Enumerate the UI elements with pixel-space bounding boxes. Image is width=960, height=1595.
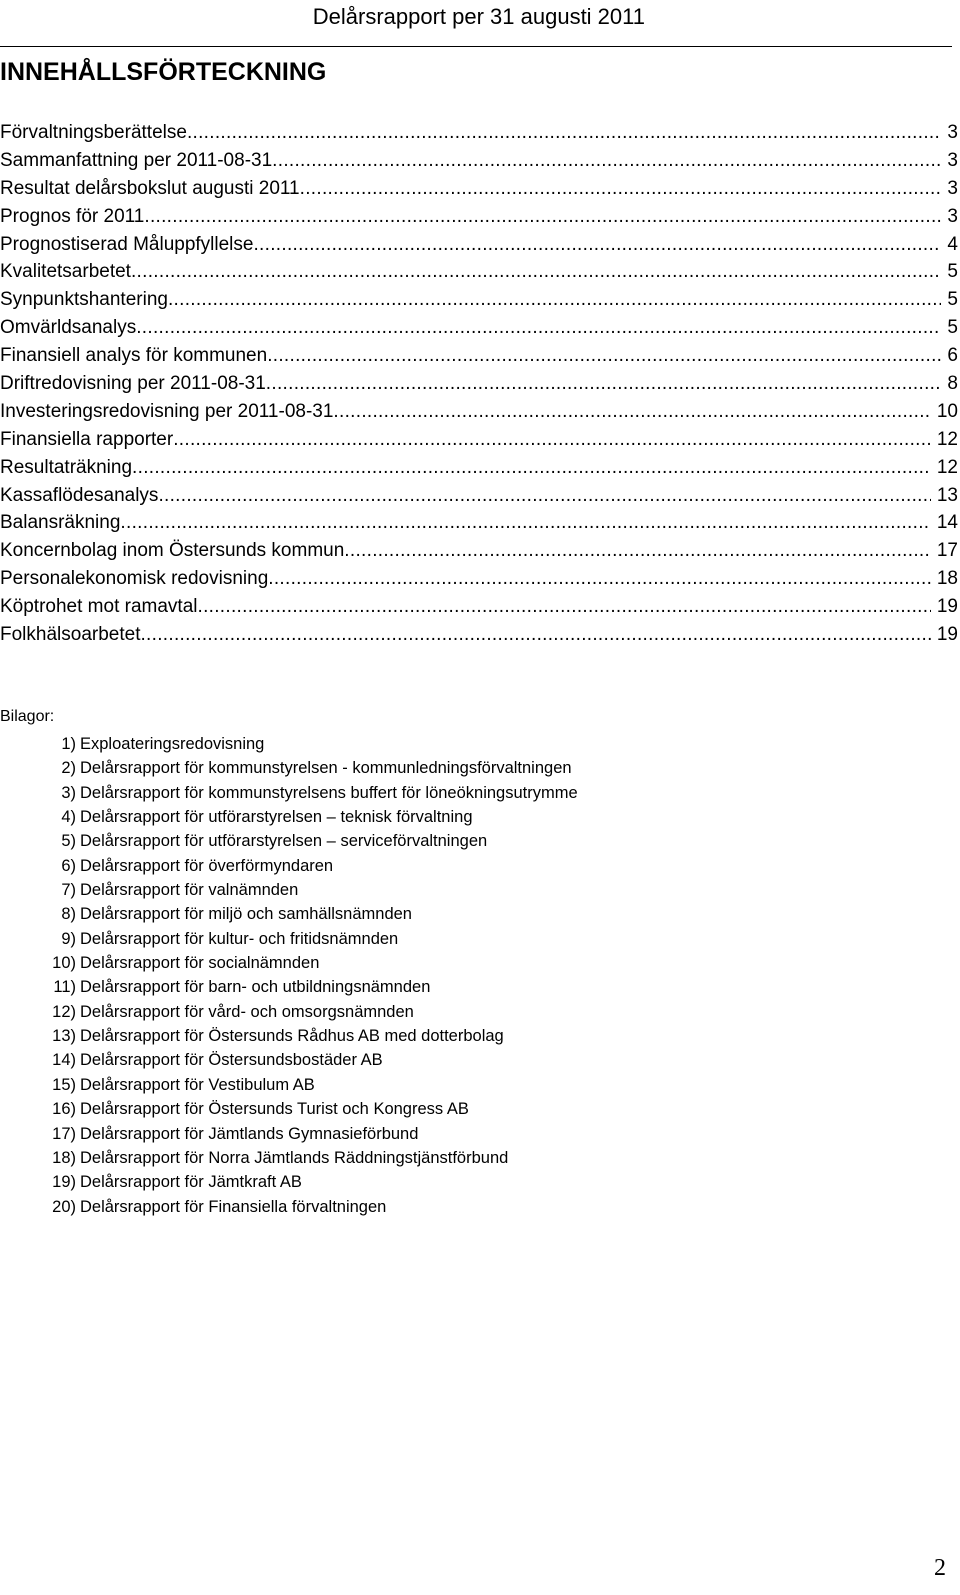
attachment-number: 3) — [61, 783, 76, 802]
toc-entry-label: Finansiella rapporter — [0, 428, 174, 450]
toc-entry-label: Omvärldsanalys — [0, 317, 137, 339]
page-header-title: Delårsrapport per 31 augusti 2011 — [312, 4, 645, 29]
toc-dot-leader — [266, 370, 942, 398]
attachment-number: 10) — [52, 954, 76, 973]
toc-entry-page: 19 — [936, 596, 958, 618]
attachment-item — [0, 927, 578, 951]
attachment-number: 12) — [52, 1002, 76, 1021]
toc-entry-label: Folkhälsoarbetet — [0, 624, 141, 646]
toc-list — [0, 119, 958, 649]
attachment-item — [0, 756, 578, 780]
toc-entry-label: Synpunktshantering — [0, 289, 168, 311]
attachment-number: 7) — [61, 881, 76, 900]
attachment-item — [0, 732, 578, 756]
toc-entry-page: 3 — [947, 122, 958, 143]
attachment-text: Delårsrapport för utförarstyrelsen – serviceförvaltningen — [80, 832, 488, 851]
attachment-text: Delårsrapport för miljö och samhällsnämnden — [80, 905, 412, 924]
attachment-text: Delårsrapport för socialnämnden — [80, 954, 320, 973]
attachment-number: 8) — [61, 905, 76, 924]
attachment-item — [0, 1073, 578, 1097]
toc-entry-label: Resultat delårsbokslut augusti 2011 — [0, 177, 300, 199]
attachment-number: 14) — [52, 1051, 76, 1070]
toc-entry-page: 3 — [947, 177, 958, 199]
attachment-number: 15) — [52, 1075, 76, 1094]
toc-entry-page: 8 — [947, 373, 958, 395]
attachment-text: Delårsrapport för kultur- och fritidsnämnden — [80, 929, 399, 948]
attachment-text: Delårsrapport för barn- och utbildningsnämnden — [80, 978, 431, 997]
toc-dot-leader — [344, 537, 931, 565]
toc-entry-label: Prognos för 2011 — [0, 205, 145, 227]
attachment-number: 4) — [61, 808, 76, 827]
attachment-item — [0, 829, 578, 853]
attachment-number: 16) — [52, 1100, 76, 1119]
attachment-text: Exploateringsredovisning — [80, 735, 265, 753]
attachment-item — [0, 1170, 578, 1194]
attachment-text: Delårsrapport för Östersundsbostäder AB — [80, 1051, 383, 1070]
toc-dot-leader — [300, 175, 942, 203]
toc-entry[interactable] — [0, 286, 958, 314]
toc-dot-leader — [333, 398, 930, 426]
attachment-item — [0, 1024, 578, 1048]
attachment-text: Delårsrapport för valnämnden — [80, 881, 299, 900]
toc-dot-leader — [120, 509, 930, 537]
toc-entry-page: 14 — [936, 512, 958, 534]
attachment-item — [0, 854, 578, 878]
toc-entry[interactable] — [0, 565, 958, 593]
attachments-heading: Bilagor: — [0, 708, 55, 725]
toc-dot-leader — [272, 147, 941, 175]
attachment-item — [0, 1122, 578, 1146]
attachment-number: 6) — [61, 856, 76, 875]
toc-dot-leader — [268, 565, 931, 593]
toc-entry-page: 6 — [947, 345, 958, 367]
toc-entry-label: Sammanfattning per 2011-08-31 — [0, 149, 273, 171]
toc-entry[interactable] — [0, 426, 958, 454]
attachment-item — [0, 975, 578, 999]
toc-entry-label: Förvaltningsberättelse — [0, 122, 187, 143]
toc-entry-label: Investeringsredovisning per 2011-08-31 — [0, 400, 334, 422]
toc-dot-leader — [131, 258, 941, 286]
attachment-number: 20) — [52, 1197, 76, 1216]
toc-entry[interactable] — [0, 119, 958, 147]
attachment-item — [0, 805, 578, 829]
attachment-item — [0, 1097, 578, 1121]
toc-entry-label: Personalekonomisk redovisning — [0, 568, 269, 590]
attachment-text: Delårsrapport för utförarstyrelsen – teknisk förvaltning — [80, 808, 473, 827]
attachment-number: 17) — [52, 1124, 76, 1143]
toc-dot-leader — [187, 119, 941, 147]
toc-entry[interactable] — [0, 482, 958, 510]
attachment-text: Delårsrapport för vård- och omsorgsnämnden — [80, 1002, 414, 1021]
toc-entry[interactable] — [0, 537, 958, 565]
toc-dot-leader — [158, 482, 930, 510]
toc-entry-page: 19 — [936, 624, 958, 646]
toc-entry-page: 5 — [947, 289, 958, 311]
toc-dot-leader — [253, 231, 941, 259]
attachment-text: Delårsrapport för Vestibulum AB — [80, 1075, 315, 1094]
attachment-text: Delårsrapport för Jämtkraft AB — [80, 1173, 302, 1192]
toc-entry[interactable] — [0, 398, 958, 426]
toc-entry-label: Kvalitetsarbetet — [0, 261, 131, 283]
toc-dot-leader — [140, 621, 930, 649]
toc-entry-label: Resultaträkning — [0, 456, 133, 478]
toc-entry[interactable] — [0, 509, 958, 537]
toc-entry[interactable] — [0, 621, 958, 649]
toc-entry-label: Balansräkning — [0, 512, 121, 534]
attachment-item — [0, 1146, 578, 1170]
toc-dot-leader — [168, 286, 941, 314]
toc-entry-label: Koncernbolag inom Östersunds kommun — [0, 540, 345, 562]
toc-entry-page: 5 — [947, 317, 958, 339]
attachment-text: Delårsrapport för Jämtlands Gymnasieförbund — [80, 1124, 419, 1143]
toc-entry[interactable] — [0, 175, 958, 203]
toc-entry[interactable] — [0, 342, 958, 370]
attachment-number: 5) — [61, 832, 76, 851]
toc-entry-page: 5 — [947, 261, 958, 283]
toc-entry[interactable] — [0, 231, 958, 259]
toc-entry-page: 4 — [947, 233, 958, 255]
attachment-text: Delårsrapport för Finansiella förvaltningen — [80, 1197, 387, 1216]
attachment-text: Delårsrapport för Östersunds Rådhus AB med dotterbolag — [80, 1027, 504, 1046]
toc-entry-page: 17 — [936, 540, 958, 562]
attachment-item — [0, 878, 578, 902]
toc-dot-leader — [173, 426, 931, 454]
toc-entry-label: Kassaflödesanalys — [0, 484, 159, 506]
toc-entry[interactable] — [0, 593, 958, 621]
attachment-text: Delårsrapport för Norra Jämtlands Räddningstjänstförbund — [80, 1148, 509, 1167]
attachment-item — [0, 1048, 578, 1072]
toc-entry[interactable] — [0, 147, 958, 175]
attachment-text: Delårsrapport för kommunstyrelsen - kommunledningsförvaltningen — [80, 759, 572, 778]
toc-entry[interactable] — [0, 314, 958, 342]
toc-entry-page: 3 — [947, 205, 958, 227]
attachment-text: Delårsrapport för överförmyndaren — [80, 856, 334, 875]
attachment-text: Delårsrapport för kommunstyrelsens buffert för löneökningsutrymme — [80, 783, 578, 802]
toc-entry-page: 3 — [947, 149, 958, 171]
attachment-item — [0, 1195, 578, 1219]
toc-entry-page: 12 — [936, 456, 958, 478]
attachment-number: 18) — [52, 1148, 76, 1167]
attachment-number: 11) — [53, 978, 76, 997]
attachment-number: 2) — [61, 759, 76, 778]
attachment-text: Delårsrapport för Östersunds Turist och Kongress AB — [80, 1100, 469, 1119]
toc-entry[interactable] — [0, 454, 958, 482]
toc-dot-leader — [197, 593, 930, 621]
toc-entry-label: Finansiell analys för kommunen — [0, 345, 268, 367]
attachment-list — [0, 732, 578, 1219]
attachment-number: 13) — [52, 1027, 76, 1046]
toc-entry-page: 10 — [936, 400, 958, 422]
attachment-item — [0, 781, 578, 805]
toc-entry-label: Köptrohet mot ramavtal — [0, 596, 198, 618]
toc-dot-leader — [144, 203, 941, 231]
toc-dot-leader — [132, 454, 931, 482]
toc-entry[interactable] — [0, 258, 958, 286]
attachment-number: 19) — [52, 1173, 76, 1192]
toc-entry-label: Driftredovisning per 2011-08-31 — [0, 373, 266, 395]
toc-title: INNEHÅLLSFÖRTECKNING — [0, 58, 327, 86]
toc-dot-leader — [136, 314, 941, 342]
attachment-number: 9) — [61, 929, 76, 948]
toc-entry[interactable] — [0, 370, 958, 398]
toc-entry-page: 12 — [936, 428, 958, 450]
attachment-number: 1) — [61, 735, 76, 753]
toc-entry[interactable] — [0, 203, 958, 231]
toc-entry-page: 18 — [936, 568, 958, 590]
page-number: 2 — [934, 1555, 946, 1581]
toc-entry-page: 13 — [936, 484, 958, 506]
attachment-item — [0, 902, 578, 926]
attachment-item — [0, 951, 578, 975]
header-divider — [0, 46, 952, 47]
toc-dot-leader — [267, 342, 941, 370]
attachment-item — [0, 1000, 578, 1024]
toc-entry-label: Prognostiserad Måluppfyllelse — [0, 233, 254, 255]
